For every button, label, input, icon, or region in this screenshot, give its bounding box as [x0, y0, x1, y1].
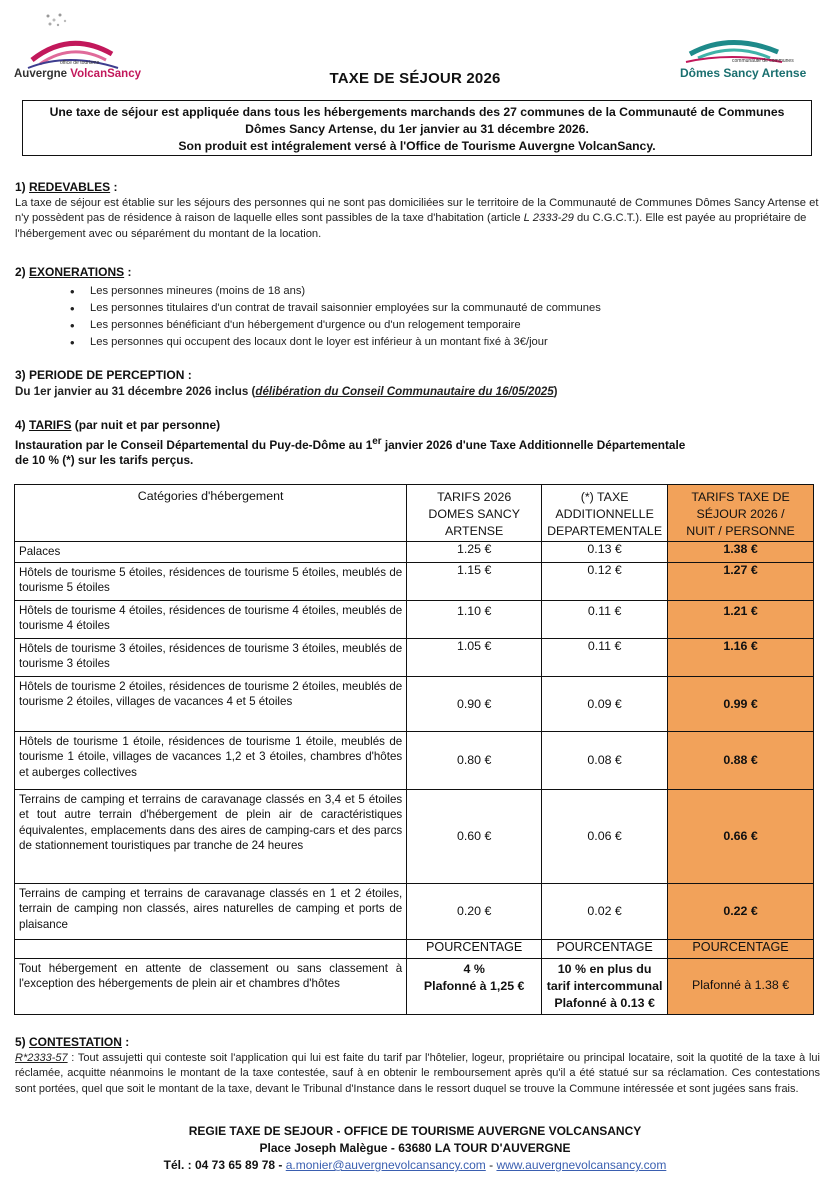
row-total: Plafonné à 1.38 € — [668, 958, 814, 1014]
row-taxe: 0.09 € — [542, 676, 668, 731]
footer-contact: Tél. : 04 73 65 89 78 - a.monier@auvergnevolcansancy.com - www.auvergnevolcansancy.com — [163, 1158, 667, 1172]
logo-wave-icon — [670, 30, 800, 70]
section-perception-heading: 3) PERIODE DE PERCEPTION : — [15, 368, 192, 382]
logo-right-brand: Dômes Sancy Artense — [680, 66, 807, 80]
logo-left-brand: Auvergne VolcanSancy — [14, 68, 141, 80]
section-exonerations — [15, 265, 820, 351]
list-item: • Les personnes bénéficiant d'un hébergement d'urgence ou d'un relogement temporaire — [70, 317, 820, 334]
row-taxe: 0.11 € — [542, 600, 668, 638]
list-item: • Les personnes mineures (moins de 18 ans) — [70, 283, 820, 300]
footer-tel: Tél. : 04 73 65 89 78 - — [163, 1158, 286, 1172]
logo-left-subtitle: office de tourisme — [60, 60, 100, 66]
section-perception — [15, 368, 820, 399]
row-total: 1.16 € — [668, 638, 814, 676]
section-tarifs-line-2: de 10 % (*) sur les tarifs perçus. — [15, 452, 194, 467]
table-row — [15, 789, 814, 883]
row-tarif: 0.20 € — [407, 883, 542, 939]
pct-row-blank — [15, 939, 407, 958]
header-category: Catégories d'hébergement — [15, 485, 407, 542]
row-category: Hôtels de tourisme 4 étoiles, résidences de tourisme 4 étoiles, meublés de tourisme 4 étoiles — [15, 600, 407, 638]
exonerations-list — [70, 283, 820, 351]
row-category: Hôtels de tourisme 5 étoiles, résidences de tourisme 5 étoiles, meublés de tourisme 5 étoiles — [15, 562, 407, 600]
intro-line-2: Dômes Sancy Artense, du 1er janvier au 31 décembre 2026. — [245, 122, 589, 136]
row-total: 1.27 € — [668, 562, 814, 600]
footer-line-2: Place Joseph Malègue - 63680 LA TOUR D'AUVERGNE — [259, 1141, 571, 1155]
row-category: Hôtels de tourisme 3 étoiles, résidences de tourisme 3 étoiles, meublés de tourisme 3 étoiles — [15, 638, 407, 676]
section-tarifs-line-1: Instauration par le Conseil Départemental du Puy-de-Dôme au 1er janvier 2026 d'une Taxe Additionnelle Départementale — [15, 435, 686, 452]
row-tarif: 0.80 € — [407, 731, 542, 789]
footer-website-link[interactable]: www.auvergnevolcansancy.com — [496, 1158, 667, 1172]
pct-label-taxe: POURCENTAGE — [542, 939, 668, 958]
tarifs-table — [14, 484, 814, 1015]
page-title: TAXE DE SÉJOUR 2026 — [329, 70, 501, 87]
table-row — [15, 676, 814, 731]
intro-box — [22, 100, 812, 156]
section-contestation-heading: 5) CONTESTATION : — [15, 1035, 130, 1049]
header-taxe-additionnelle: (*) TAXE ADDITIONNELLE DEPARTEMENTALE — [542, 485, 668, 542]
section-tarifs-heading: 4) TARIFS (par nuit et par personne) — [15, 418, 221, 432]
table-row — [15, 731, 814, 789]
pct-label-tarifs: POURCENTAGE — [407, 939, 542, 958]
table-row — [15, 562, 814, 600]
table-pct-row — [15, 939, 814, 958]
intro-line-3: Son produit est intégralement versé à l'Office de Tourisme Auvergne VolcanSancy. — [178, 139, 656, 153]
row-total: 0.66 € — [668, 789, 814, 883]
list-item: • Les personnes titulaires d'un contrat de travail saisonnier employées sur la communauté de communes — [70, 300, 820, 317]
row-category: Tout hébergement en attente de classement ou sans classement à l'exception des hébergements de plein air et chambres d'hôtes — [15, 958, 407, 1014]
table-row — [15, 600, 814, 638]
section-tarifs — [15, 418, 820, 468]
table-row — [15, 883, 814, 939]
row-total: 0.88 € — [668, 731, 814, 789]
row-category: Hôtels de tourisme 1 étoile, résidences de tourisme 1 étoile, meublés de tourisme 1 étoile, villages de vacances 1,2 et 3 étoiles, chambres d'hôtes et auberges collectives — [15, 731, 407, 789]
section-perception-text: Du 1er janvier au 31 décembre 2026 inclus (délibération du Conseil Communautaire du 16/05/2025) — [15, 384, 558, 398]
row-tarif: 1.10 € — [407, 600, 542, 638]
row-category: Hôtels de tourisme 2 étoiles, résidences de tourisme 2 étoiles, meublés de tourisme 2 étoiles, villages de vacances 4 et 5 étoiles — [15, 676, 407, 731]
logo-right-subtitle: communauté de communes — [732, 58, 794, 64]
table-row — [15, 542, 814, 563]
row-taxe: 0.08 € — [542, 731, 668, 789]
row-taxe: 0.02 € — [542, 883, 668, 939]
row-tarif: 4 % Plafonné à 1,25 € — [407, 958, 542, 1014]
row-tarif: 1.25 € — [407, 542, 542, 563]
table-row — [15, 958, 814, 1014]
footer-line-1: REGIE TAXE DE SEJOUR - OFFICE DE TOURISME AUVERGNE VOLCANSANCY — [188, 1124, 642, 1138]
pct-label-total: POURCENTAGE — [668, 939, 814, 958]
row-total: 1.21 € — [668, 600, 814, 638]
row-tarif: 0.60 € — [407, 789, 542, 883]
row-tarif: 1.05 € — [407, 638, 542, 676]
footer — [0, 1123, 830, 1174]
section-redevables-heading: 1) REDEVABLES : — [15, 180, 118, 194]
row-taxe: 0.06 € — [542, 789, 668, 883]
section-contestation-text: R*2333-57 : Tout assujetti qui conteste soit l'application qui lui est faite du tarif par l'hôtelier, logeur, propriétaire ou principal locataire, soit la quotité de la taxe à lui réclamée, acquitte néanmoins le montant de la taxe contestée, sauf à en obtenir le remboursement après qu'il a été statué sur sa réclamation. Ces contestations sont portées, quel que soit le montant de la taxe, devant le Tribunal d'Instance dans le ressort duquel se trouve la Commune intéressée et sont jugées sans frais. — [15, 1051, 820, 1095]
row-taxe: 10 % en plus du tarif intercommunal Plafonné à 0.13 € — [542, 958, 668, 1014]
header-tarifs-total: TARIFS TAXE DE SÉJOUR 2026 / NUIT / PERSONNE — [668, 485, 814, 542]
row-category: Terrains de camping et terrains de caravanage classés en 3,4 et 5 étoiles et tout autre terrain d'hébergement de plein air de caractéristiques équivalentes, emplacements dans des aires de camping-cars et des parcs de stationnement touristiques par tranche de 24 heures — [15, 789, 407, 883]
row-taxe: 0.12 € — [542, 562, 668, 600]
section-redevables-text: La taxe de séjour est établie sur les séjours des personnes qui ne sont pas domiciliées sur le territoire de la Communauté de Communes Dômes Sancy Artense et n'y possèdent pas de résidence à raison de laquelle elles sont passibles de la taxe d'habitation (article L 2333-29 du C.G.C.T.). Elle est payée au propriétaire de l'hébergement avec ou séparément du montant de la location. — [15, 196, 819, 240]
row-taxe: 0.13 € — [542, 542, 668, 563]
header-tarifs: TARIFS 2026 DOMES SANCY ARTENSE — [407, 485, 542, 542]
row-tarif: 0.90 € — [407, 676, 542, 731]
row-category: Terrains de camping et terrains de caravanage classés en 1 et 2 étoiles, terrain de camping non classés, aires naturelles de camping et ports de plaisance — [15, 883, 407, 939]
row-tarif: 1.15 € — [407, 562, 542, 600]
row-taxe: 0.11 € — [542, 638, 668, 676]
row-category: Palaces — [15, 542, 407, 563]
list-item: • Les personnes qui occupent des locaux dont le loyer est inférieur à un montant fixé à 3€/jour — [70, 334, 820, 351]
section-exonerations-heading: 2) EXONERATIONS : — [15, 265, 132, 279]
intro-line-1: Une taxe de séjour est appliquée dans tous les hébergements marchands des 27 communes de la Communauté de Communes — [49, 105, 785, 119]
row-total: 1.38 € — [668, 542, 814, 563]
section-contestation — [15, 1035, 820, 1097]
table-row — [15, 638, 814, 676]
row-total: 0.22 € — [668, 883, 814, 939]
table-header-row — [15, 485, 814, 542]
footer-email-link[interactable]: a.monier@auvergnevolcansancy.com — [285, 1158, 486, 1172]
row-total: 0.99 € — [668, 676, 814, 731]
section-redevables — [15, 180, 820, 242]
